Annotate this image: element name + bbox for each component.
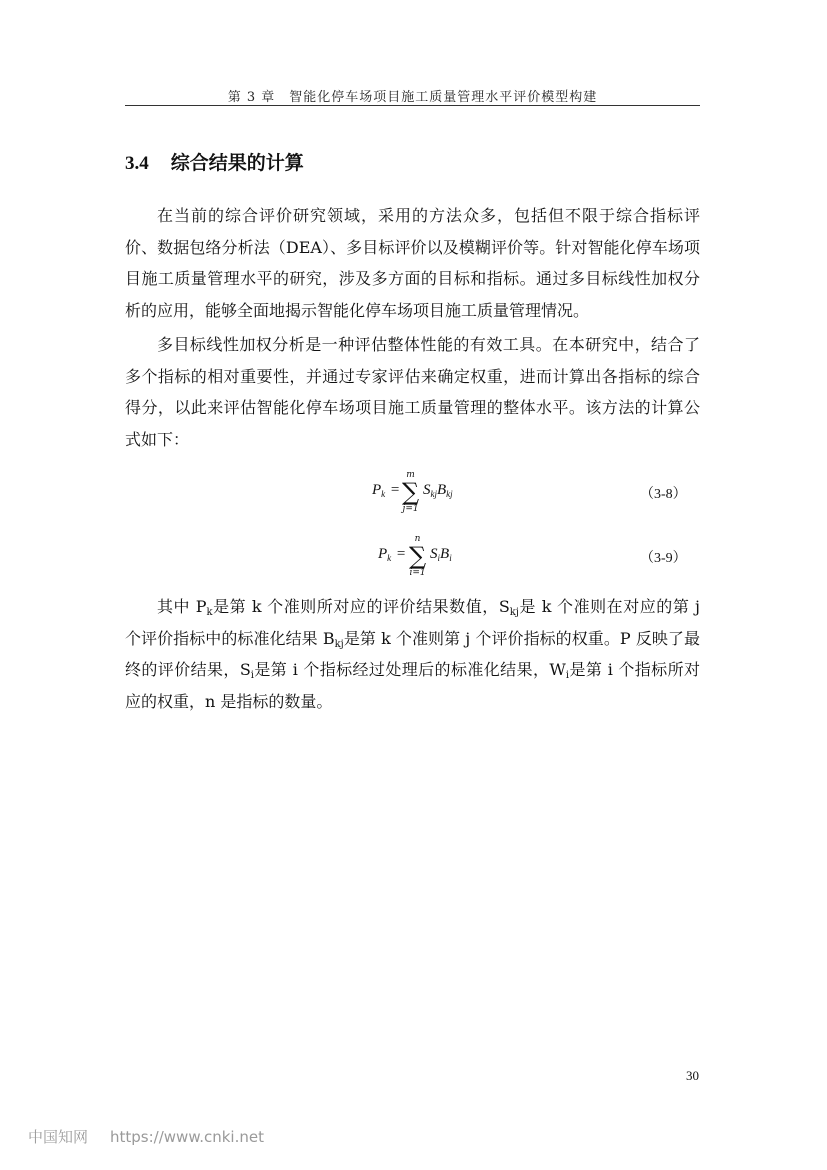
equation-number: （3-8） [640, 487, 687, 502]
equation-terms: $S_iB_i$ [430, 546, 452, 563]
paragraph-2: 多目标线性加权分析是一种评估整体性能的有效工具。在本研究中，结合了多个指标的相对重要性，并通过专家评估来确定权重，进而计算出各指标的综合得分，以此来评估智能化停车场项目施工质量管理的整体水平。该方法的计算公式如下： [125, 335, 700, 449]
equation-lhs: $P_k$ = [372, 482, 400, 499]
paragraph-3: 其中 $P_k$是第 k 个准则所对应的评价结果数值，$S_{kj}$是 k 个准则在对应的第 j 个评价指标中的标准化结果 $B_{kj}$是第 k 个准则第 j 个评价指标的权重。P 反映了最终的评价结果，$S_i$是第 i 个指标经过处理后的标准化结果，$W_i$是第 i 个指标所对应的权重，n 是指标的数量。 [125, 597, 700, 711]
header-rule [125, 105, 700, 106]
summation: n ∑ i=1 [409, 534, 427, 578]
running-header: 第 3 章 智能化停车场项目施工质量管理水平评价模型构建 [227, 90, 598, 105]
watermark-brand: 中国知网 [28, 1128, 89, 1146]
equation-terms: $S_{kj}B_{kj}$ [423, 482, 453, 499]
paragraph-1: 在当前的综合评价研究领域，采用的方法众多，包括但不限于综合指标评价、数据包络分析法（DEA）、多目标评价以及模糊评价等。针对智能化停车场项目施工质量管理水平的研究，涉及多方面的目标和指标。通过多目标线性加权分析的应用，能够全面地揭示智能化停车场项目施工质量管理情况。 [125, 206, 700, 320]
equation-number: （3-9） [640, 551, 687, 566]
section-number: 3.4 [125, 153, 149, 174]
section-title: 综合结果的计算 [170, 152, 304, 174]
section-heading [125, 148, 304, 175]
summation: m ∑ j=1 [402, 470, 420, 514]
watermark [28, 1126, 264, 1147]
page-number: 30 [686, 1068, 699, 1083]
equation-lhs: $P_k$ = [378, 546, 406, 563]
watermark-url[interactable]: https://www.cnki.net [110, 1128, 264, 1146]
